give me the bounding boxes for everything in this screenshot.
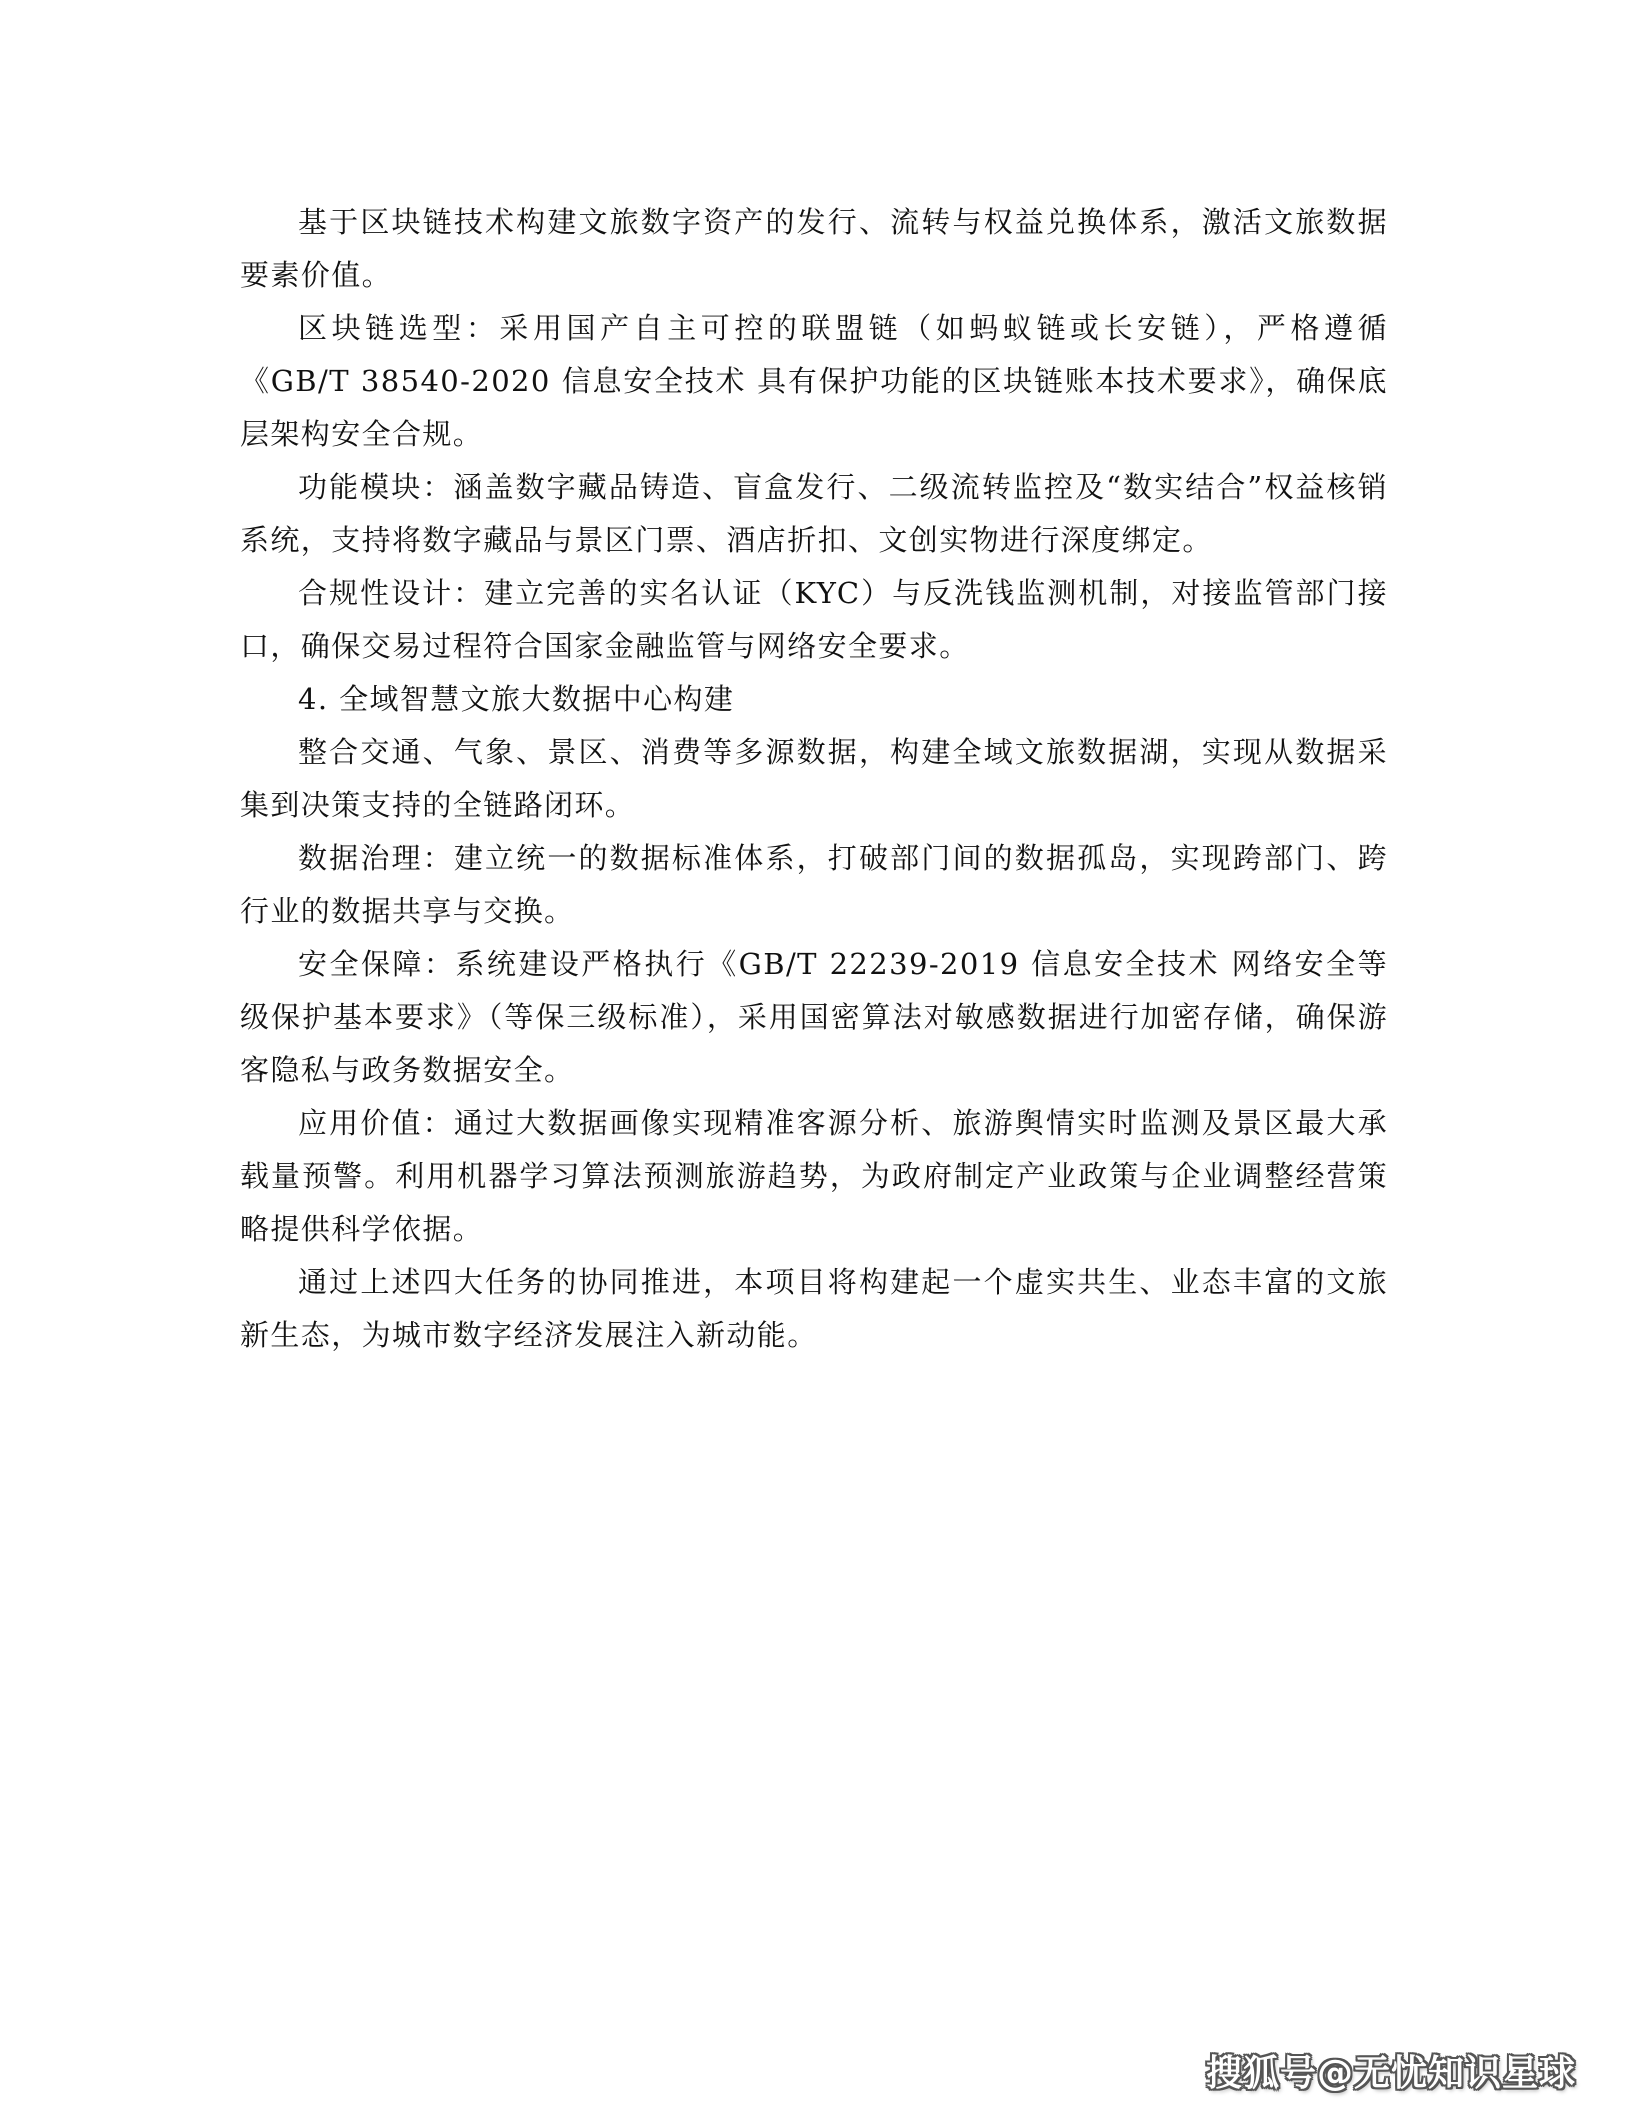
paragraph-function-modules: 功能模块：涵盖数字藏品铸造、盲盒发行、二级流转监控及“数实结合”权益核销系统，支持将数字藏品与景区门票、酒店折扣、文创实物进行深度绑定。 — [240, 470, 1388, 557]
paragraph-data-governance: 数据治理：建立统一的数据标准体系，打破部门间的数据孤岛，实现跨部门、跨行业的数据共享与交换。 — [240, 841, 1388, 928]
paragraph-intro-blockchain: 基于区块链技术构建文旅数字资产的发行、流转与权益兑换体系，激活文旅数据要素价值。 — [240, 205, 1388, 292]
paragraph-conclusion: 通过上述四大任务的协同推进，本项目将构建起一个虚实共生、业态丰富的文旅新生态，为城市数字经济发展注入新动能。 — [240, 1265, 1388, 1352]
section-heading-big-data-center: 4. 全域智慧文旅大数据中心构建 — [298, 682, 735, 716]
source-watermark: 搜狐号@无忧知识星球 — [1205, 2053, 1576, 2094]
document-body — [240, 196, 1388, 1362]
paragraph-compliance-design: 合规性设计：建立完善的实名认证（KYC）与反洗钱监测机制，对接监管部门接口，确保交易过程符合国家金融监管与网络安全要求。 — [240, 576, 1388, 663]
paragraph-security: 安全保障：系统建设严格执行《GB/T 22239-2019 信息安全技术 网络安全等级保护基本要求》（等保三级标准），采用国密算法对敏感数据进行加密存储，确保游客隐私与政务数据安全。 — [240, 947, 1388, 1087]
paragraph-application-value: 应用价值：通过大数据画像实现精准客源分析、旅游舆情实时监测及景区最大承载量预警。利用机器学习算法预测旅游趋势，为政府制定产业政策与企业调整经营策略提供科学依据。 — [240, 1106, 1388, 1246]
paragraph-blockchain-selection: 区块链选型：采用国产自主可控的联盟链（如蚂蚁链或长安链），严格遵循《GB/T 38540-2020 信息安全技术 具有保护功能的区块链账本技术要求》，确保底层架构安全合规。 — [240, 311, 1388, 451]
paragraph-data-integration: 整合交通、气象、景区、消费等多源数据，构建全域文旅数据湖，实现从数据采集到决策支持的全链路闭环。 — [240, 735, 1388, 822]
